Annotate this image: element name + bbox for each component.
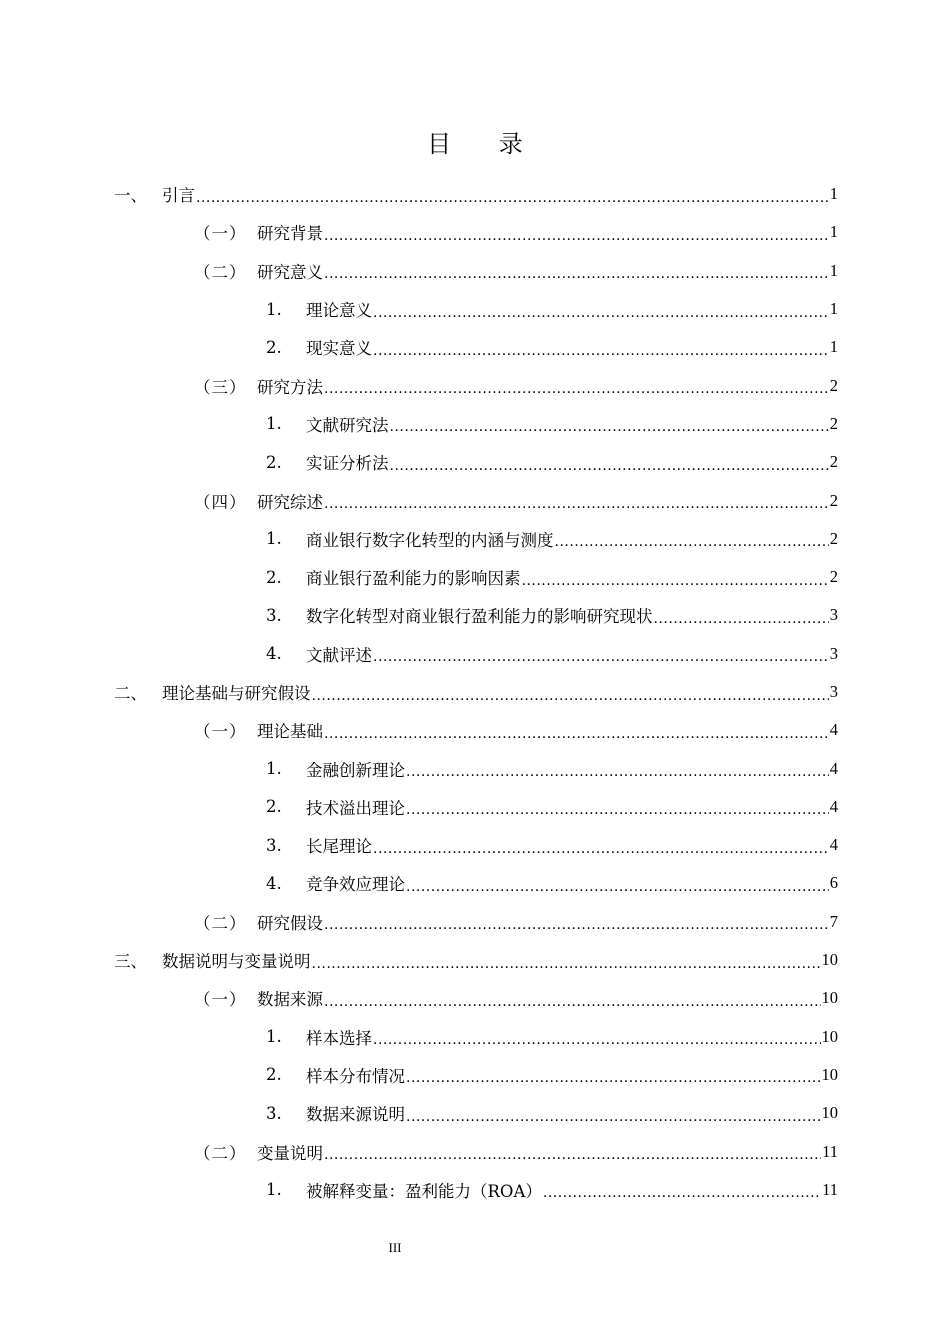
toc-entry[interactable] bbox=[114, 903, 838, 941]
toc-entry-page: 2 bbox=[829, 528, 838, 548]
toc-entry-title: 研究综述 bbox=[257, 492, 323, 512]
toc-entry-number: （四） bbox=[194, 492, 247, 512]
toc-entry[interactable] bbox=[114, 864, 838, 902]
page-number-footer: III bbox=[388, 1240, 402, 1255]
toc-entry-title: 样本分布情况 bbox=[306, 1066, 405, 1086]
toc-entry-number: 2. bbox=[266, 797, 282, 817]
dot-leader bbox=[406, 799, 829, 818]
toc-entry-title: 数据来源 bbox=[257, 990, 323, 1010]
dot-leader bbox=[312, 953, 821, 972]
toc-entry-page: 4 bbox=[829, 835, 838, 855]
toc-entry-title: 被解释变量：盈利能力（ROA） bbox=[306, 1181, 542, 1201]
toc-entry-page: 7 bbox=[829, 911, 838, 931]
toc-entry-page: 4 bbox=[829, 720, 838, 740]
toc-entry[interactable] bbox=[114, 788, 838, 826]
toc-entry-number: 3. bbox=[266, 835, 282, 855]
toc-entry-number: 1. bbox=[266, 529, 282, 549]
toc-entry[interactable] bbox=[114, 635, 838, 673]
toc-entry-title: 研究意义 bbox=[257, 262, 323, 282]
toc-entry-title: 数字化转型对商业银行盈利能力的影响研究现状 bbox=[306, 607, 653, 627]
dot-leader bbox=[324, 1144, 821, 1163]
toc-entry[interactable] bbox=[114, 673, 838, 711]
toc-entry-title: 竞争效应理论 bbox=[306, 875, 405, 895]
toc-entry-number: （一） bbox=[194, 722, 247, 742]
dot-leader bbox=[196, 187, 829, 206]
toc-entry-page: 10 bbox=[821, 1103, 838, 1123]
toc-entry-number: 2. bbox=[266, 337, 282, 357]
toc-entry-page: 10 bbox=[821, 950, 838, 970]
toc-entry-number: 2. bbox=[266, 1065, 282, 1085]
toc-entry-title: 研究假设 bbox=[257, 913, 323, 933]
dot-leader bbox=[406, 1067, 821, 1086]
toc-entry-number: 4. bbox=[266, 644, 282, 664]
toc-entry[interactable] bbox=[114, 979, 838, 1017]
toc-entry-number: （二） bbox=[194, 1143, 247, 1163]
toc-entry[interactable] bbox=[114, 366, 838, 404]
toc-entry-page: 11 bbox=[822, 1179, 838, 1199]
dot-leader bbox=[406, 876, 829, 895]
toc-entry-number: 三、 bbox=[114, 952, 147, 972]
dot-leader bbox=[406, 1106, 821, 1125]
toc-entry-number: 1. bbox=[266, 299, 282, 319]
toc-entry-page: 2 bbox=[829, 375, 838, 395]
toc-entry-number: 二、 bbox=[114, 684, 147, 703]
toc-entry[interactable] bbox=[114, 1056, 838, 1094]
toc-entry-page: 1 bbox=[829, 299, 838, 319]
dot-leader bbox=[654, 608, 829, 627]
dot-leader bbox=[390, 455, 829, 474]
toc-entry-page: 3 bbox=[829, 682, 838, 701]
toc-entry-number: 1. bbox=[266, 1180, 282, 1200]
toc-entry-page: 1 bbox=[829, 184, 838, 204]
toc-entry-page: 10 bbox=[821, 988, 838, 1008]
dot-leader bbox=[543, 1182, 821, 1201]
toc-entry-title: 研究方法 bbox=[257, 377, 323, 397]
toc-entry-number: 1. bbox=[266, 1027, 282, 1047]
toc-entry-title: 技术溢出理论 bbox=[306, 798, 405, 818]
toc-entry-page: 2 bbox=[829, 490, 838, 510]
dot-leader bbox=[324, 263, 829, 282]
toc-entry[interactable] bbox=[114, 941, 838, 979]
toc-entry-page: 10 bbox=[821, 1064, 838, 1084]
toc-entry-page: 2 bbox=[829, 567, 838, 587]
toc-entry-number: 2. bbox=[266, 452, 282, 472]
toc-entry-number: （一） bbox=[194, 224, 247, 244]
toc-entry-title: 理论意义 bbox=[306, 301, 372, 321]
toc-entry[interactable] bbox=[114, 558, 838, 596]
table-of-contents bbox=[114, 175, 838, 1209]
toc-entry-title: 样本选择 bbox=[306, 1028, 372, 1048]
toc-entry-title: 文献评述 bbox=[306, 645, 372, 665]
toc-entry[interactable] bbox=[114, 711, 838, 749]
toc-entry[interactable] bbox=[114, 1171, 838, 1209]
dot-leader bbox=[324, 225, 829, 244]
toc-entry-page: 11 bbox=[822, 1141, 838, 1161]
page-title: 目 录 bbox=[427, 130, 543, 158]
toc-entry[interactable] bbox=[114, 481, 838, 519]
toc-entry-number: （二） bbox=[194, 262, 247, 282]
toc-entry-page: 3 bbox=[829, 643, 838, 663]
toc-entry-page: 1 bbox=[829, 222, 838, 242]
toc-entry-title: 长尾理论 bbox=[306, 837, 372, 857]
toc-entry[interactable] bbox=[114, 175, 838, 213]
toc-entry[interactable] bbox=[114, 826, 838, 864]
dot-leader bbox=[555, 531, 829, 550]
dot-leader bbox=[324, 378, 829, 397]
toc-entry[interactable] bbox=[114, 1094, 838, 1132]
toc-entry-page: 4 bbox=[829, 758, 838, 778]
toc-entry-number: 2. bbox=[266, 567, 282, 587]
toc-entry-number: 1. bbox=[266, 759, 282, 779]
toc-entry-page: 2 bbox=[829, 452, 838, 472]
toc-entry[interactable] bbox=[114, 213, 838, 251]
toc-entry-page: 4 bbox=[829, 796, 838, 816]
toc-entry-title: 引言 bbox=[162, 186, 195, 206]
toc-entry[interactable] bbox=[114, 328, 838, 366]
toc-entry-number: （三） bbox=[194, 377, 247, 397]
dot-leader bbox=[406, 761, 829, 780]
dot-leader bbox=[373, 340, 829, 359]
toc-entry-number: （二） bbox=[194, 913, 247, 933]
toc-entry-page: 1 bbox=[829, 260, 838, 280]
toc-entry[interactable] bbox=[114, 252, 838, 290]
toc-entry-title: 商业银行盈利能力的影响因素 bbox=[306, 569, 521, 589]
toc-entry[interactable] bbox=[114, 596, 838, 634]
toc-entry-page: 2 bbox=[829, 413, 838, 433]
toc-entry-title: 理论基础与研究假设 bbox=[162, 684, 311, 703]
toc-entry-title: 现实意义 bbox=[306, 339, 372, 359]
toc-entry-title: 研究背景 bbox=[257, 224, 323, 244]
dot-leader bbox=[373, 838, 829, 857]
dot-leader bbox=[390, 416, 829, 435]
toc-entry-page: 1 bbox=[829, 337, 838, 357]
toc-entry-number: （一） bbox=[194, 990, 247, 1010]
dot-leader bbox=[522, 570, 829, 589]
toc-entry-title: 金融创新理论 bbox=[306, 760, 405, 780]
toc-entry-number: 一、 bbox=[114, 186, 147, 206]
toc-entry-number: 1. bbox=[266, 414, 282, 434]
toc-entry-page: 3 bbox=[829, 605, 838, 625]
dot-leader bbox=[324, 723, 829, 742]
toc-entry-title: 实证分析法 bbox=[306, 454, 389, 474]
toc-entry-title: 商业银行数字化转型的内涵与测度 bbox=[306, 530, 554, 550]
toc-entry-page: 6 bbox=[829, 873, 838, 893]
dot-leader bbox=[324, 914, 829, 933]
dot-leader bbox=[312, 685, 829, 704]
dot-leader bbox=[324, 493, 829, 512]
toc-entry-page: 10 bbox=[821, 1026, 838, 1046]
dot-leader bbox=[373, 646, 829, 665]
dot-leader bbox=[373, 1029, 821, 1048]
dot-leader bbox=[373, 302, 829, 321]
toc-entry-number: 3. bbox=[266, 1103, 282, 1123]
toc-entry[interactable] bbox=[114, 290, 838, 328]
toc-entry-number: 3. bbox=[266, 605, 282, 625]
dot-leader bbox=[324, 991, 821, 1010]
toc-entry[interactable] bbox=[114, 520, 838, 558]
toc-entry[interactable] bbox=[114, 1018, 838, 1056]
toc-entry-number: 4. bbox=[266, 873, 282, 893]
toc-entry-title: 文献研究法 bbox=[306, 415, 389, 435]
toc-entry[interactable] bbox=[114, 405, 838, 443]
toc-entry-title: 数据说明与变量说明 bbox=[162, 952, 311, 972]
toc-entry-title: 变量说明 bbox=[257, 1143, 323, 1163]
toc-entry[interactable] bbox=[114, 749, 838, 787]
toc-entry-title: 理论基础 bbox=[257, 722, 323, 742]
toc-entry[interactable] bbox=[114, 443, 838, 481]
toc-entry-title: 数据来源说明 bbox=[306, 1105, 405, 1125]
toc-entry[interactable] bbox=[114, 1132, 838, 1170]
